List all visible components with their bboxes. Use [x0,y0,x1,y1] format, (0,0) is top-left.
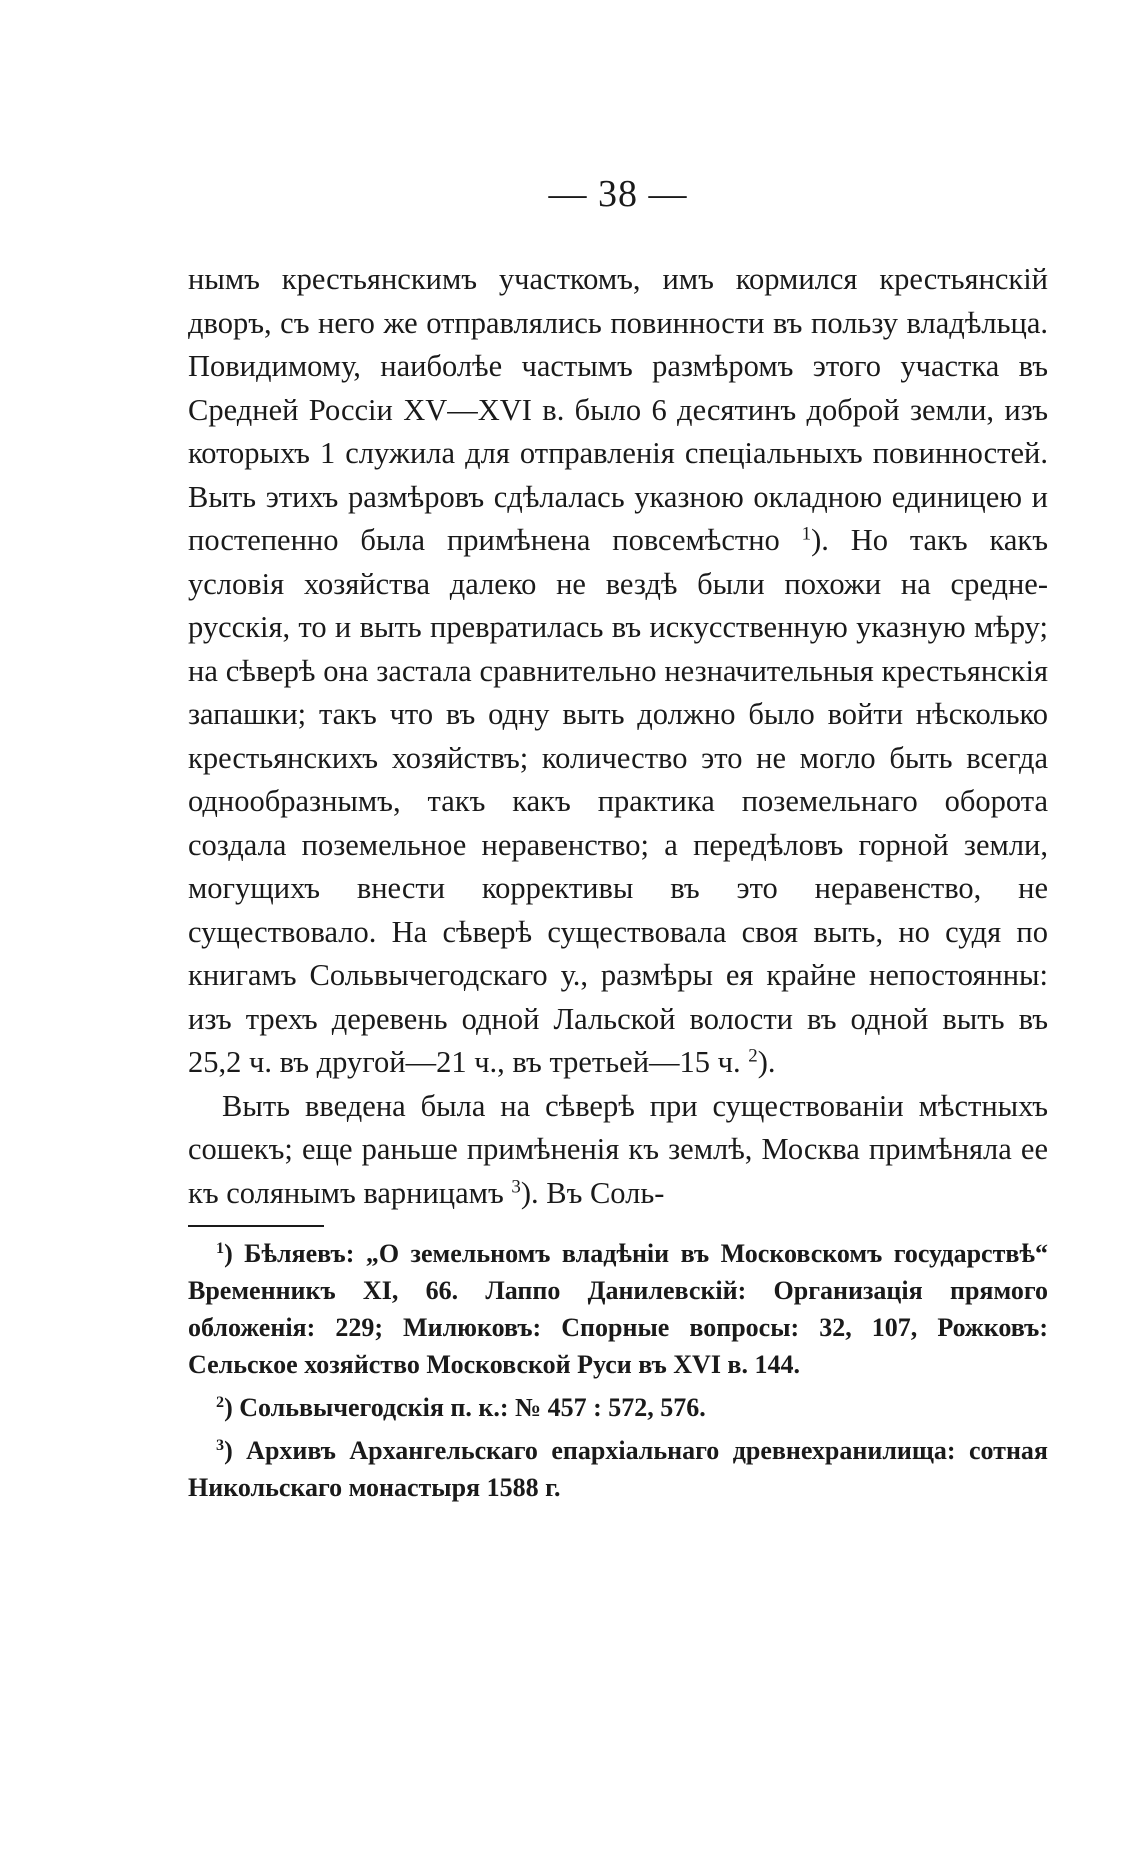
footnote-3-marker: 3 [216,1437,225,1455]
paragraph-1 [188,258,1048,1085]
footnote-3 [188,1432,1048,1506]
paragraph-1-text-a: нымъ крестьянскимъ участкомъ, имъ кормился крестьянскій дворъ, съ него же отправлялись повинности въ пользу владѣльца. Повидимому, наиболѣе частымъ размѣромъ этого участка въ Средней Россіи XV—XVI в. было 6 десятинъ доброй земли, изъ которыхъ 1 служила для отправленія спеціальныхъ повинностей. Выть этихъ размѣровъ сдѣлалась указною окладною единицею и постепенно была примѣнена повсемѣстно [188,262,1048,557]
paragraph-1-text-c: ). [757,1045,776,1079]
footnote-divider [188,1225,324,1227]
paragraph-1-text-b: ). Но такъ какъ условія хозяйства далеко не вездѣ были похожи на средне-русскія, то и выть превратилась въ искусственную указную мѣру; на сѣверѣ она застала сравнительно незначительныя крестьянскія запашки; такъ что въ одну выть должно было войти нѣсколько крестьянскихъ хозяйствъ; количество это не могло быть всегда однообразнымъ, такъ какъ практика поземельнаго оборота создала поземельное неравенство; а передѣловъ горной земли, могущихъ внести коррективы въ это неравенство, не существовало. На сѣверѣ существовала своя выть, но судя по книгамъ Сольвычегодскаго у., размѣры ея крайне непостоянны: изъ трехъ деревень одной Лальской волости въ одной выть въ 25,2 ч. въ другой—21 ч., въ третьей—15 ч. [188,523,1048,1079]
paragraph-2-text-b: ). Въ Соль- [520,1175,665,1210]
footnote-1 [188,1235,1048,1383]
paragraph-2-text-a: Выть введена была на сѣверѣ при существованіи мѣстныхъ сошекъ; еще раньше примѣненія къ землѣ, Москва примѣняла ее къ солянымъ варницамъ [188,1088,1048,1210]
page-number: — 38 — [548,173,688,215]
book-page [188,168,1048,1512]
paragraph-2 [188,1085,1048,1216]
footnotes [188,1235,1048,1506]
footnote-2 [188,1389,1048,1426]
footnote-ref-2: 2 [748,1045,758,1067]
footnote-1-text: ) Бѣляевъ: „О земельномъ владѣніи въ Московскомъ государствѣ“ Временникъ XI, 66. Лаппо Данилевскій: Организація прямого обложенія: 229; Милюковъ: Спорные вопросы: 32, 107, Рожковъ: Сельское хозяйство Московской Руси въ XVI в. 144. [188,1239,1048,1379]
footnote-2-text: ) Сольвычегодскія п. к.: № 457 : 572, 576. [224,1393,706,1422]
footnote-1-marker: 1 [216,1240,225,1258]
footnote-ref-3: 3 [511,1176,521,1198]
footnote-3-text: ) Архивъ Архангельскаго епархіальнаго древнехранилища: сотная Никольскаго монастыря 1588 г. [188,1436,1048,1502]
main-text [188,258,1048,1215]
footnote-ref-1: 1 [801,523,812,545]
footnote-2-marker: 2 [216,1394,225,1412]
